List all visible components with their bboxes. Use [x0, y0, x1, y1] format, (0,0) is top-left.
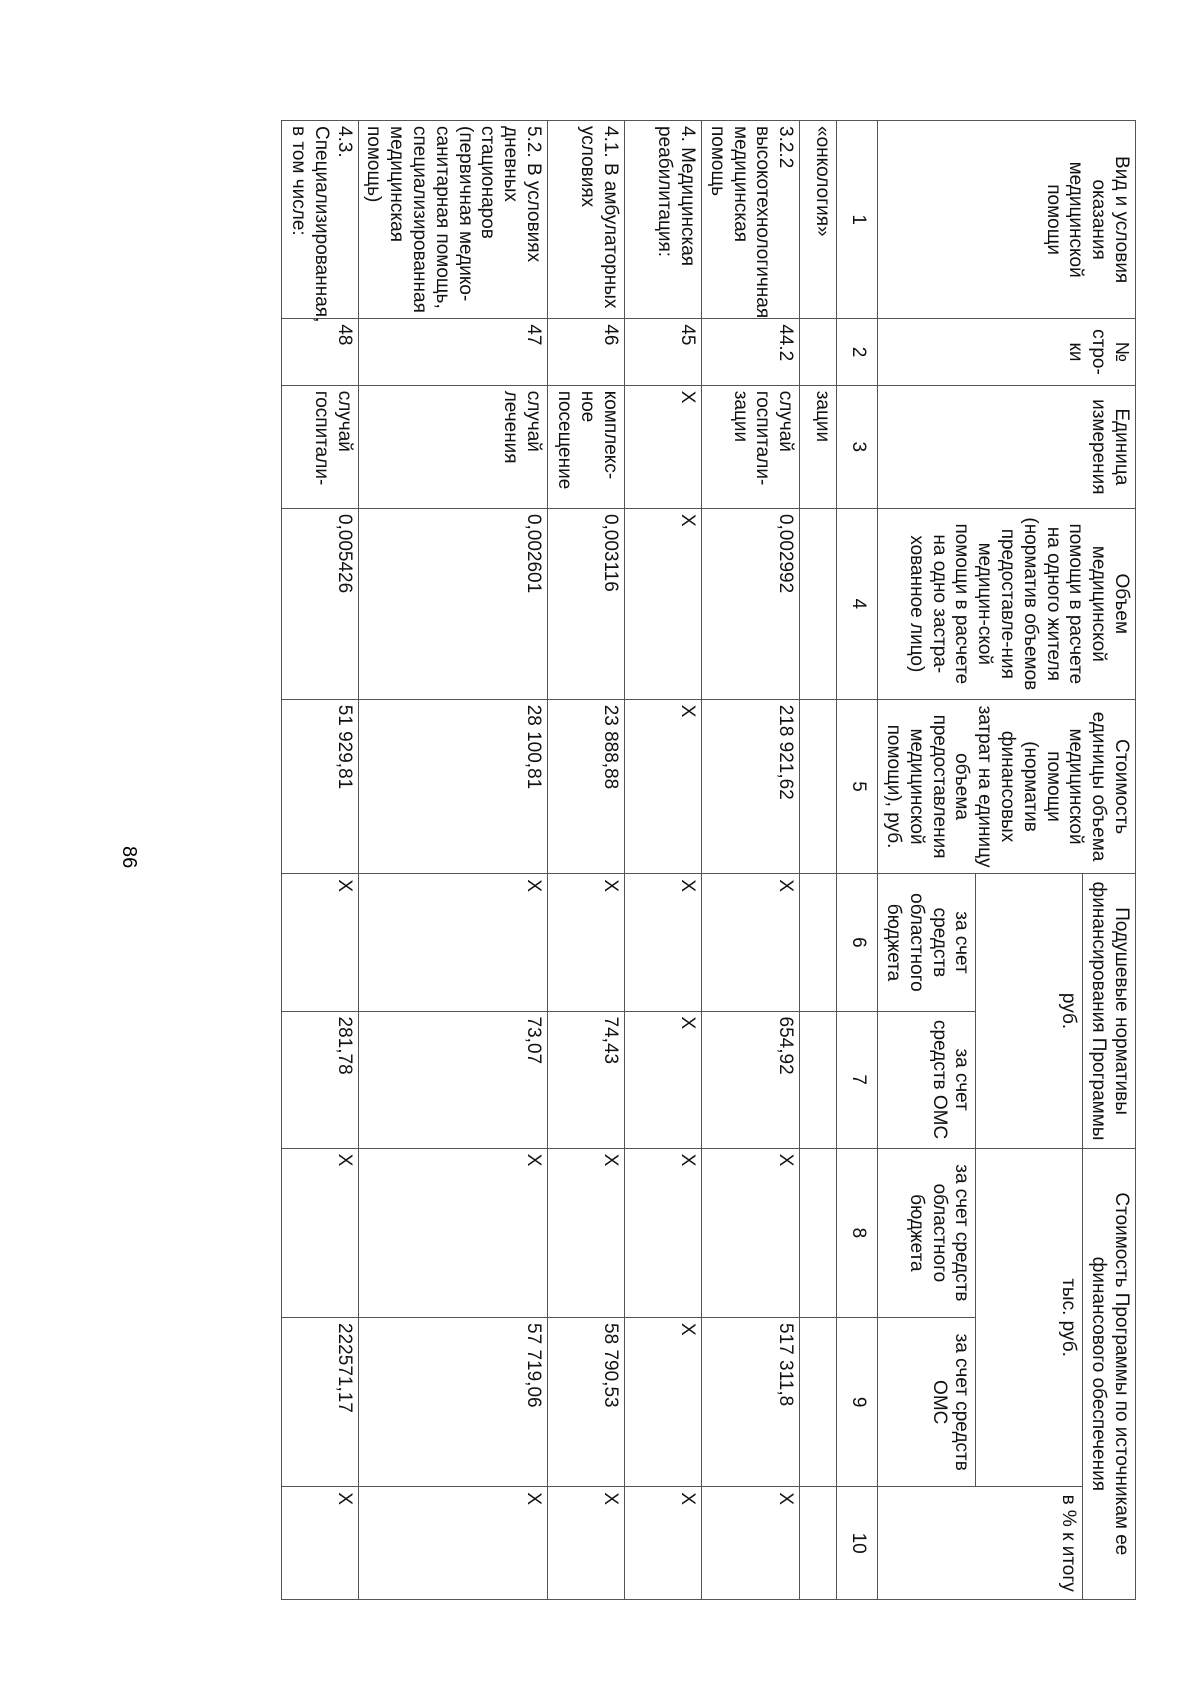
table-cell: 4. Медицинская реабилитация:: [625, 121, 702, 319]
table-cell: 45: [625, 319, 702, 385]
table-cell: X: [358, 874, 547, 1011]
table-cell: 654,92: [702, 1011, 800, 1148]
page-number: 86: [118, 846, 140, 869]
table-cell: [800, 1148, 837, 1317]
table-cell: 73,07: [358, 1011, 547, 1148]
table-cell: 0,002601: [358, 508, 547, 699]
table-cell: [800, 874, 837, 1011]
table-cell: 58 790,53: [548, 1318, 625, 1487]
column-number: 2: [837, 319, 878, 385]
table-cell: 0,005426: [281, 508, 358, 699]
table-cell: [800, 319, 837, 385]
continuation-row: [800, 121, 837, 1600]
table-row: [281, 121, 358, 1600]
table-cell: [800, 508, 837, 699]
header-per-capita-group: Подушевые нормативы финансирования Программы: [1083, 874, 1136, 1148]
table-cell: 51 929,81: [281, 699, 358, 874]
table-cell: [800, 1011, 837, 1148]
column-number: 6: [837, 874, 878, 1011]
table-cell: зации: [800, 385, 837, 508]
table-cell: 0,002992: [702, 508, 800, 699]
table-cell: X: [548, 1487, 625, 1600]
table-cell: 57 719,06: [358, 1318, 547, 1487]
table-cell: 44.2: [702, 319, 800, 385]
table-cell: X: [625, 1148, 702, 1317]
table-cell: 23 888,88: [548, 699, 625, 874]
financing-table: [281, 120, 1136, 1600]
header-row-number: № стро-ки: [878, 319, 1136, 385]
table-cell: случай госпитали-: [281, 385, 358, 508]
table-cell: 517 311,8: [702, 1318, 800, 1487]
table-row: [625, 121, 702, 1600]
table-cell: 218 921,62: [702, 699, 800, 874]
header-unit-cost: Стоимость единицы объема медицинской помощи (норматив финансовых затрат на единицу объема предоставления медицинской помощи), руб.: [878, 699, 1136, 874]
header-volume: Объем медицинской помощи в расчете на одного жителя (норматив объемов предоставле-ния медицин-ской помощи в расчете на одно застра-хованное лицо): [878, 508, 1136, 699]
column-number: 5: [837, 699, 878, 874]
column-number: 1: [837, 121, 878, 319]
table-cell: 46: [548, 319, 625, 385]
table-cell: случай лечения: [358, 385, 547, 508]
table-cell: [800, 1487, 837, 1600]
header-oms-rub: за счет средств ОМС: [878, 1011, 976, 1148]
table-cell: комплекс-ное посещение: [548, 385, 625, 508]
table-cell: [800, 1318, 837, 1487]
table-cell: 4.1. В амбулаторных условиях: [548, 121, 625, 319]
table-cell: 222571,17: [281, 1318, 358, 1487]
table-cell: X: [358, 1148, 547, 1317]
header-regional-budget-rub: за счет средств областного бюджета: [878, 874, 976, 1011]
table-cell: X: [625, 699, 702, 874]
table-cell: X: [702, 1148, 800, 1317]
column-number-row: [837, 121, 878, 1600]
table-cell: X: [625, 385, 702, 508]
table-cell: 0,003116: [548, 508, 625, 699]
table-cell: 4.3. Специализированная, в том числе:: [281, 121, 358, 319]
column-number: 4: [837, 508, 878, 699]
table-cell: 48: [281, 319, 358, 385]
column-number: 7: [837, 1011, 878, 1148]
table-row: [548, 121, 625, 1600]
table-cell: X: [281, 874, 358, 1011]
table-cell: X: [625, 1011, 702, 1148]
table-cell: «онкология»: [800, 121, 837, 319]
column-number: 8: [837, 1148, 878, 1317]
table-cell: X: [625, 1318, 702, 1487]
column-number: 3: [837, 385, 878, 508]
table-cell: X: [702, 874, 800, 1011]
table-cell: X: [358, 1487, 547, 1600]
table-cell: случай госпитали-зации: [702, 385, 800, 508]
table-cell: 47: [358, 319, 547, 385]
header-program-cost-group: Стоимость Программы по источникам ее финансового обеспечения: [1083, 1148, 1136, 1599]
column-number: 9: [837, 1318, 878, 1487]
table-cell: X: [548, 874, 625, 1011]
table-cell: 5.2. В условиях дневных стационаров (первичная медико-санитарная помощь, специализированная медицинская помощь): [358, 121, 547, 319]
table-cell: X: [625, 874, 702, 1011]
table-cell: X: [281, 1148, 358, 1317]
table-row: [358, 121, 547, 1600]
header-percent-total: в % к итогу: [878, 1487, 1083, 1600]
table-cell: X: [625, 508, 702, 699]
header-regional-budget-thousand: за счет средств областного бюджета: [878, 1148, 976, 1317]
table-row: [702, 121, 800, 1600]
table-cell: 281,78: [281, 1011, 358, 1148]
header-oms-thousand: за счет средств ОМС: [878, 1318, 976, 1487]
column-number: 10: [837, 1487, 878, 1600]
header-unit: Единица измерения: [878, 385, 1136, 508]
table-cell: 74,43: [548, 1011, 625, 1148]
table-cell: X: [702, 1487, 800, 1600]
table-cell: 28 100,81: [358, 699, 547, 874]
table-cell: 3.2.2 высокотехнологичная медицинская помощь: [702, 121, 800, 319]
table-cell: [800, 699, 837, 874]
header-care-type: Вид и условия оказания медицинской помощи: [878, 121, 1136, 319]
table-cell: X: [625, 1487, 702, 1600]
header-unit-thousand-rub: тыс. руб.: [976, 1148, 1083, 1487]
header-unit-rub: руб.: [976, 874, 1083, 1148]
table-frame: [196, 120, 1136, 1600]
table-cell: X: [281, 1487, 358, 1600]
table-cell: X: [548, 1148, 625, 1317]
